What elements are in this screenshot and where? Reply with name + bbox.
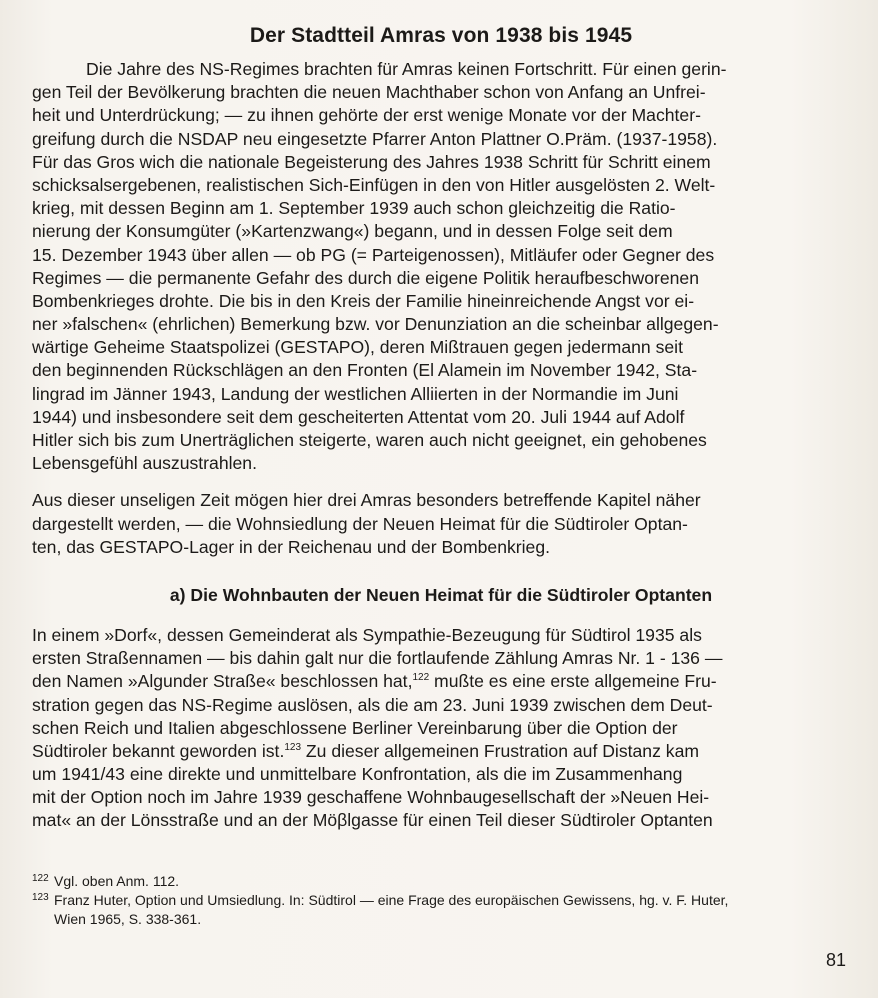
section-heading: a) Die Wohnbauten der Neuen Heimat für die Südtiroler Optanten — [169, 584, 713, 605]
text-line: ersten Straßennamen — bis dahin galt nur die fortlaufende Zählung Amras Nr. 1 - 136 — — [32, 648, 723, 669]
text-line: mat« an der Lönsstraße und an der Möβlgasse für einen Teil dieser Südtiroler Optanten — [32, 810, 713, 831]
text-line: 15. Dezember 1943 über allen — ob PG (= Parteigenossen), Mitläufer oder Gegner des — [32, 244, 715, 265]
text-line: lingrad im Jänner 1943, Landung der westlichen Alliierten in der Normandie im Juni — [32, 383, 679, 404]
text-line: heit und Unterdrückung; — zu ihnen gehörte der erst wenige Monate vor der Machter- — [32, 105, 701, 126]
text-line: In einem »Dorf«, dessen Gemeinderat als Sympathie-Bezeugung für Südtirol 1935 als — [32, 624, 702, 645]
text-line: greifung durch die NSDAP neu eingesetzte Pfarrer Anton Plattner O.Präm. (1937-1958). — [32, 128, 718, 149]
text-line: Die Jahre des NS-Regimes brachten für Amras keinen Fortschritt. Für einen gerin- — [86, 59, 727, 79]
text-line: stration gegen das NS-Regime auslösen, als die am 23. Juni 1939 zwischen dem Deut- — [32, 694, 713, 715]
page-content — [32, 24, 850, 833]
paragraph-1 — [32, 58, 850, 475]
text-line: Aus dieser unseligen Zeit mögen hier drei Amras besonders betreffende Kapitel näher — [32, 490, 701, 511]
text-line: krieg, mit dessen Beginn am 1. September 1939 auch schon gleichzeitig die Ratio- — [32, 198, 676, 219]
footnotes — [32, 872, 850, 929]
text-line: schicksalsergebenen, realistischen Sich-Einfügen in den von Hitler ausgelösten 2. Welt- — [32, 174, 716, 195]
text-line: den beginnenden Rückschlägen an den Fronten (El Alamein im November 1942, Sta- — [32, 360, 698, 381]
page-number: 81 — [825, 950, 846, 970]
paragraph-3 — [32, 624, 850, 833]
text-line: Regimes — die permanente Gefahr des durch die eigene Politik heraufbeschworenen — [32, 267, 699, 288]
footnote-text: Franz Huter, Option und Umsiedlung. In: Südtirol — eine Frage des europäischen Gewissens, hg. v. F. Huter, — [54, 892, 729, 908]
footnote-text: Vgl. oben Anm. 112. — [54, 873, 180, 889]
footnote-ref: 122 — [412, 672, 430, 684]
text-line — [32, 670, 850, 693]
text-line: um 1941/43 eine direkte und unmittelbare Konfrontation, als die im Zusammenhang — [32, 764, 683, 785]
footnote-ref: 123 — [284, 741, 302, 753]
text-segment: den Namen »Algunder Straße« beschlossen hat, — [32, 671, 413, 692]
text-line: Für das Gros wich die nationale Begeisterung des Jahres 1938 Schritt für Schritt einem — [32, 151, 711, 172]
text-line: schen Reich und Italien abgeschlossene Berliner Vereinbarung über die Option der — [32, 717, 678, 738]
text-line: nierung der Konsumgüter (»Kartenzwang«) begann, und in dessen Folge seit dem — [32, 221, 673, 242]
text-line: 1944) und insbesondere seit dem gescheiterten Attentat vom 20. Juli 1944 auf Adolf — [32, 406, 685, 427]
text-segment: mußte es eine erste allgemeine Fru- — [429, 671, 717, 692]
chapter-title: Der Stadtteil Amras von 1938 bis 1945 — [249, 24, 633, 47]
text-segment: Zu dieser allgemeinen Frustration auf Distanz kam — [301, 740, 700, 761]
text-line: dargestellt werden, — die Wohnsiedlung der Neuen Heimat für die Südtiroler Optan- — [32, 513, 688, 534]
text-line: gen Teil der Bevölkerung brachten die neuen Machthaber schon von Anfang an Unfrei- — [32, 82, 706, 103]
paragraph-2 — [32, 489, 850, 559]
text-line: Bombenkrieges drohte. Die bis in den Kreis der Familie hineinreichende Angst vor ei- — [32, 290, 695, 311]
footnote-number: 123 — [32, 892, 49, 903]
text-line: Lebensgefühl auszustrahlen. — [32, 453, 257, 474]
text-line: ner »falschen« (ehrlichen) Bemerkung bzw. vor Denunziation an die scheinbar allgegen- — [32, 314, 719, 335]
paragraph-gap — [32, 475, 850, 489]
text-line: wärtige Geheime Staatspolizei (GESTAPO), deren Mißtrauen gegen jedermann seit — [32, 337, 683, 358]
footnote-122 — [32, 872, 850, 891]
footnote-number: 122 — [32, 873, 49, 884]
text-line: ten, das GESTAPO-Lager in der Reichenau und der Bombenkrieg. — [32, 536, 551, 557]
text-line — [32, 740, 850, 763]
text-segment: Südtiroler bekannt geworden ist. — [32, 740, 285, 761]
footnote-123 — [32, 891, 850, 910]
text-line: mit der Option noch im Jahre 1939 geschaffene Wohnbaugesellschaft der »Neuen Hei- — [32, 787, 710, 808]
text-line: Hitler sich bis zum Unerträglichen steigerte, waren auch nicht geeignet, ein gehobenes — [32, 430, 707, 450]
footnote-continuation: Wien 1965, S. 338-361. — [54, 911, 202, 927]
